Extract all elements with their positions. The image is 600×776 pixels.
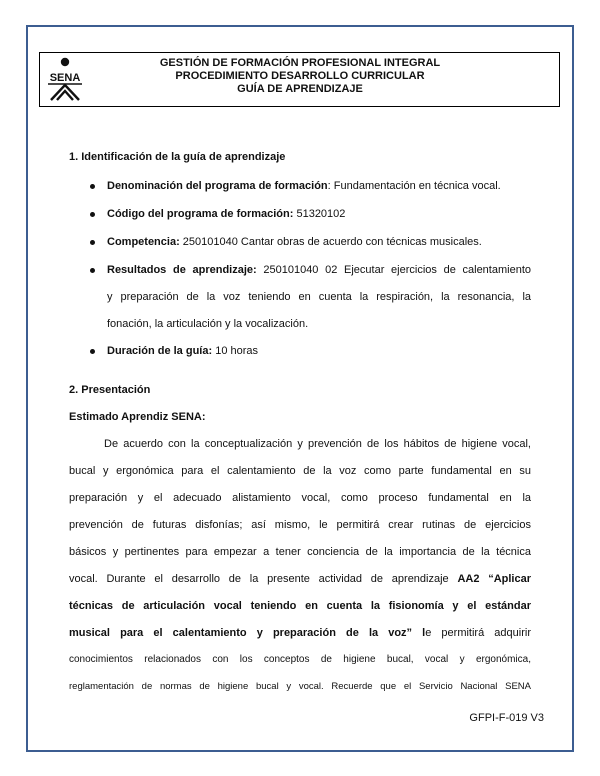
paragraph-line: bucal y ergonómica para el calentamiento de la voz como parte fundamental en su (69, 465, 531, 477)
resultados-line-3: fonación, la articulación y la vocalización. (107, 318, 309, 330)
bullet (90, 349, 95, 354)
greeting: Estimado Aprendiz SENA: (69, 411, 206, 423)
svg-text:SENA: SENA (49, 72, 81, 84)
competencia-item (107, 235, 482, 249)
resultados-line-2: y preparación de la voz teniendo en cuenta la respiración, la resonancia, la (107, 291, 531, 303)
resultados-item (107, 263, 531, 277)
competencia-label: Competencia: (107, 236, 180, 248)
section-2-title: 2. Presentación (69, 384, 151, 396)
resultados-label: Resultados de aprendizaje: (107, 264, 257, 276)
codigo-value: 51320102 (293, 208, 346, 220)
codigo-label: Código del programa de formación: (107, 208, 294, 220)
resultados-value: 250101040 02 Ejecutar ejercicios de calentamiento (256, 264, 531, 276)
bullet (90, 240, 95, 245)
activity-title-end: musical para el calentamiento y preparación de la voz” l (69, 627, 426, 639)
section-1-title: 1. Identificación de la guía de aprendizaje (69, 151, 286, 163)
denominacion-item (107, 179, 501, 193)
paragraph-line: prevención de futuras disfonías; así mismo, le permitirá crear rutinas de ejercicios (69, 519, 531, 531)
activity-title: AA2 “Aplicar (457, 573, 531, 585)
bullet (90, 212, 95, 217)
paragraph-line: conocimientos relacionados con los conceptos de higiene bucal, vocal y ergonómica, (69, 654, 531, 665)
duracion-label: Duración de la guía: (107, 345, 213, 357)
paragraph-text: vocal. Durante el desarrollo de la presente actividad de aprendizaje (69, 573, 458, 585)
competencia-value: 250101040 Cantar obras de acuerdo con técnicas musicales. (179, 236, 482, 248)
paragraph-line: preparación y el adecuado alistamiento vocal, como proceso fundamental en la (69, 492, 531, 504)
denominacion-value: : Fundamentación en técnica vocal. (327, 180, 501, 192)
resultados-line-1 (107, 263, 531, 277)
activity-title-line: técnicas de articulación vocal teniendo en cuenta la fisionomía y el estándar (69, 600, 531, 612)
duracion-item (107, 344, 258, 358)
header-line-3: GUÍA DE APRENDIZAJE (237, 83, 363, 95)
paragraph-text: e permitirá adquirir (425, 627, 531, 639)
duracion-value: 10 horas (212, 345, 259, 357)
codigo-item (107, 207, 345, 221)
denominacion-label: Denominación del programa de formación (107, 180, 328, 192)
paragraph-line (69, 626, 531, 640)
header-line-1: GESTIÓN DE FORMACIÓN PROFESIONAL INTEGRAL (159, 57, 441, 69)
sena-logo (45, 56, 85, 102)
paragraph-line (69, 572, 531, 586)
bullet (90, 184, 95, 189)
header-line-2: PROCEDIMIENTO DESARROLLO CURRICULAR (175, 70, 425, 82)
form-code: GFPI-F-019 V3 (469, 712, 544, 724)
paragraph-line: básicos y pertinentes para empezar a tener conciencia de la importancia de la técnica (69, 546, 531, 558)
paragraph-line: De acuerdo con la conceptualización y prevención de los hábitos de higiene vocal, (104, 438, 531, 450)
bullet (90, 268, 95, 273)
paragraph-line: reglamentación de normas de higiene bucal y vocal. Recuerde que el Servicio Nacional SENA (69, 681, 531, 692)
header-title (90, 57, 510, 96)
